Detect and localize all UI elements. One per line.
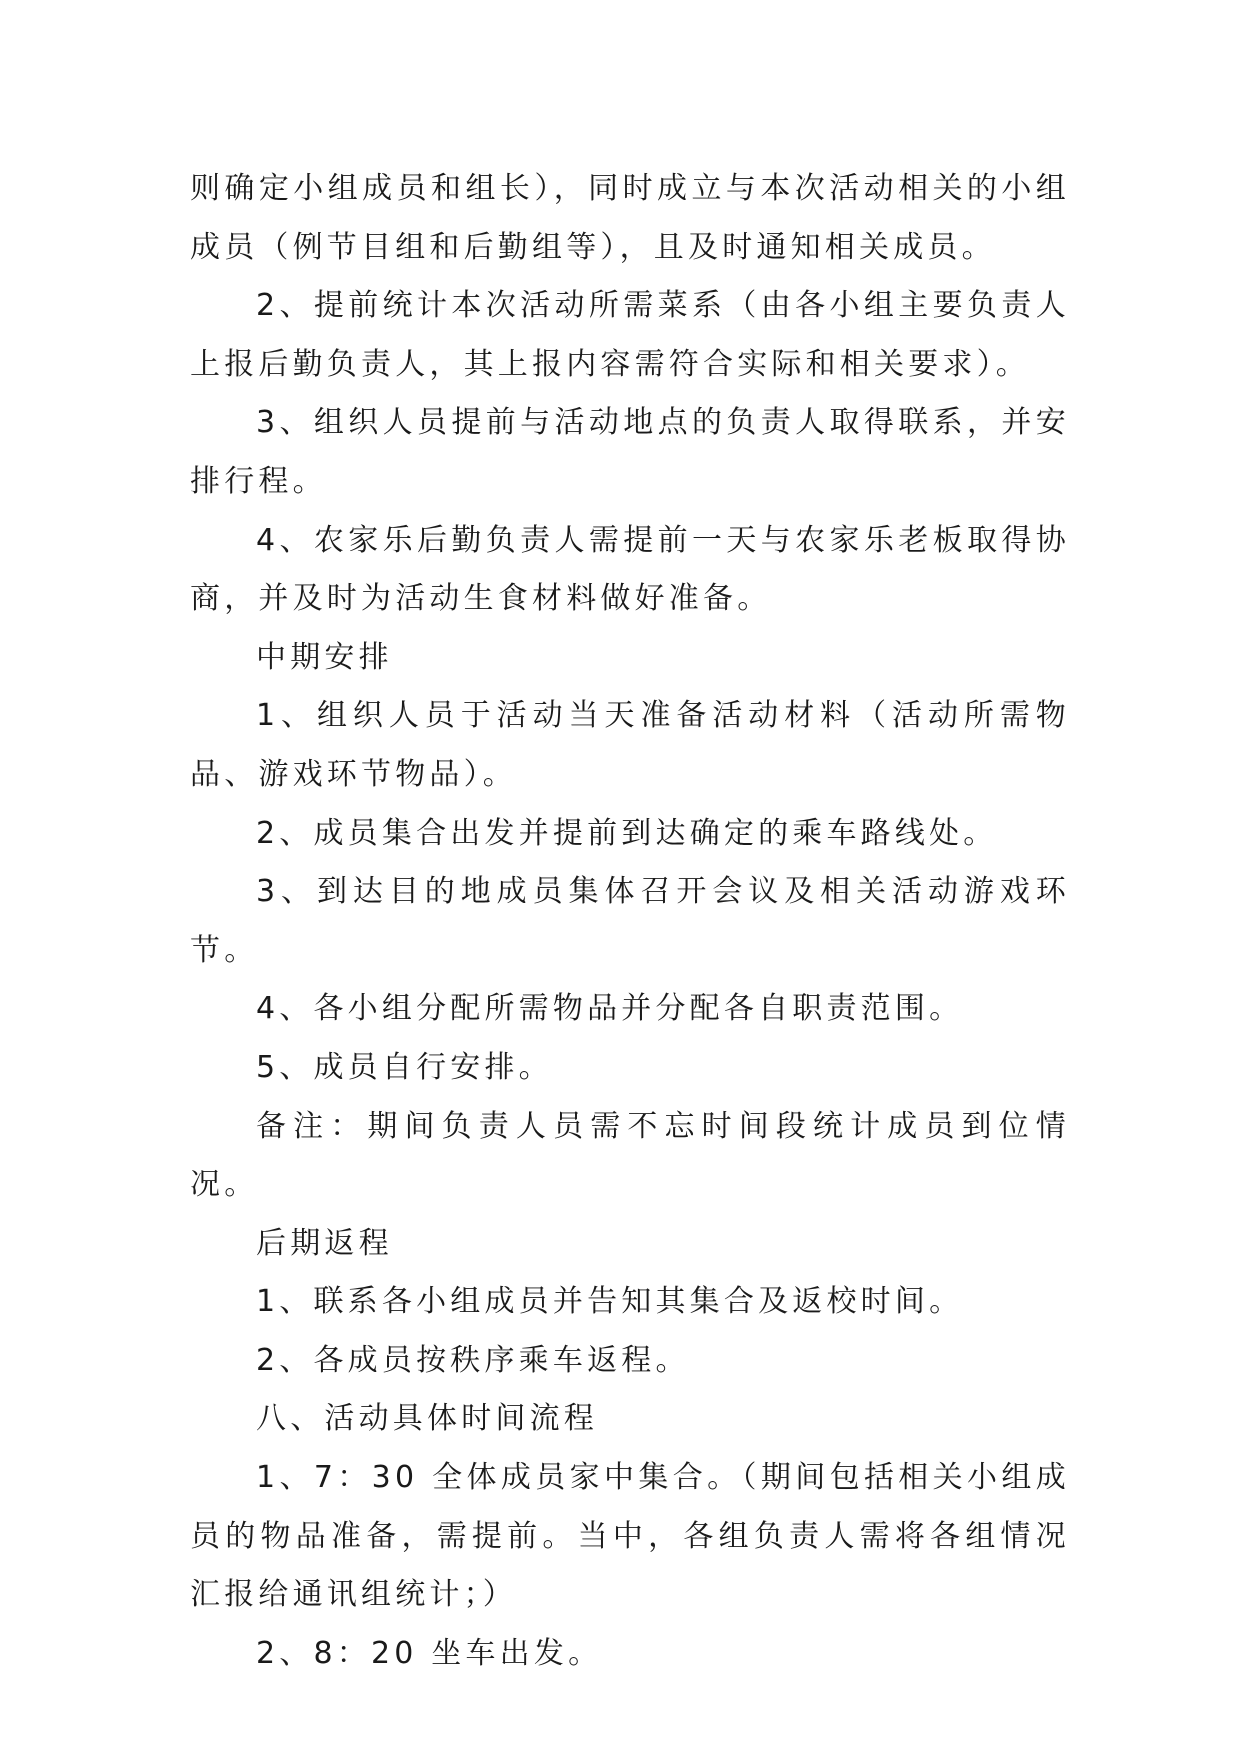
paragraph-continued: 则确定小组成员和组长），同时成立与本次活动相关的小组成员（例节目组和后勤组等），且及时通知相关成员。 (190, 171, 1070, 265)
paragraph-mid-item-5: 5、成员自行安排。 (256, 1049, 553, 1085)
section-heading-mid-term: 中期安排 (256, 639, 393, 675)
paragraph-schedule-item-2: 2、8：20 坐车出发。 (256, 1635, 603, 1671)
paragraph-item-2-menu: 2、提前统计本次活动所需菜系（由各小组主要负责人上报后勤负责人，其上报内容需符合实际和相关要求）。 (190, 288, 1070, 382)
paragraph-schedule-item-1: 1、7：30 全体成员家中集合。（期间包括相关小组成员的物品准备，需提前。当中，各组负责人需将各组情况汇报给通讯组统计；） (190, 1460, 1070, 1613)
paragraph-return-item-2: 2、各成员按秩序乘车返程。 (256, 1342, 690, 1378)
document-body (190, 160, 1070, 1683)
paragraph-item-3-contact: 3、组织人员提前与活动地点的负责人取得联系，并安排行程。 (190, 405, 1070, 499)
paragraph-item-4-farmhouse: 4、农家乐后勤负责人需提前一天与农家乐老板取得协商，并及时为活动生食材料做好准备。 (190, 522, 1070, 617)
paragraph-remark: 备注：期间负责人员需不忘时间段统计成员到位情况。 (190, 1108, 1070, 1203)
paragraph-mid-item-1: 1、组织人员于活动当天准备活动材料（活动所需物品、游戏环节物品）。 (190, 698, 1070, 792)
section-heading-schedule: 八、活动具体时间流程 (256, 1401, 598, 1437)
paragraph-mid-item-2: 2、成员集合出发并提前到达确定的乘车路线处。 (256, 815, 998, 851)
paragraph-mid-item-4: 4、各小组分配所需物品并分配各自职责范围。 (256, 991, 964, 1027)
paragraph-return-item-1: 1、联系各小组成员并告知其集合及返校时间。 (256, 1284, 964, 1320)
section-heading-return: 后期返程 (256, 1225, 393, 1261)
paragraph-mid-item-3: 3、到达目的地成员集体召开会议及相关活动游戏环节。 (190, 874, 1070, 968)
